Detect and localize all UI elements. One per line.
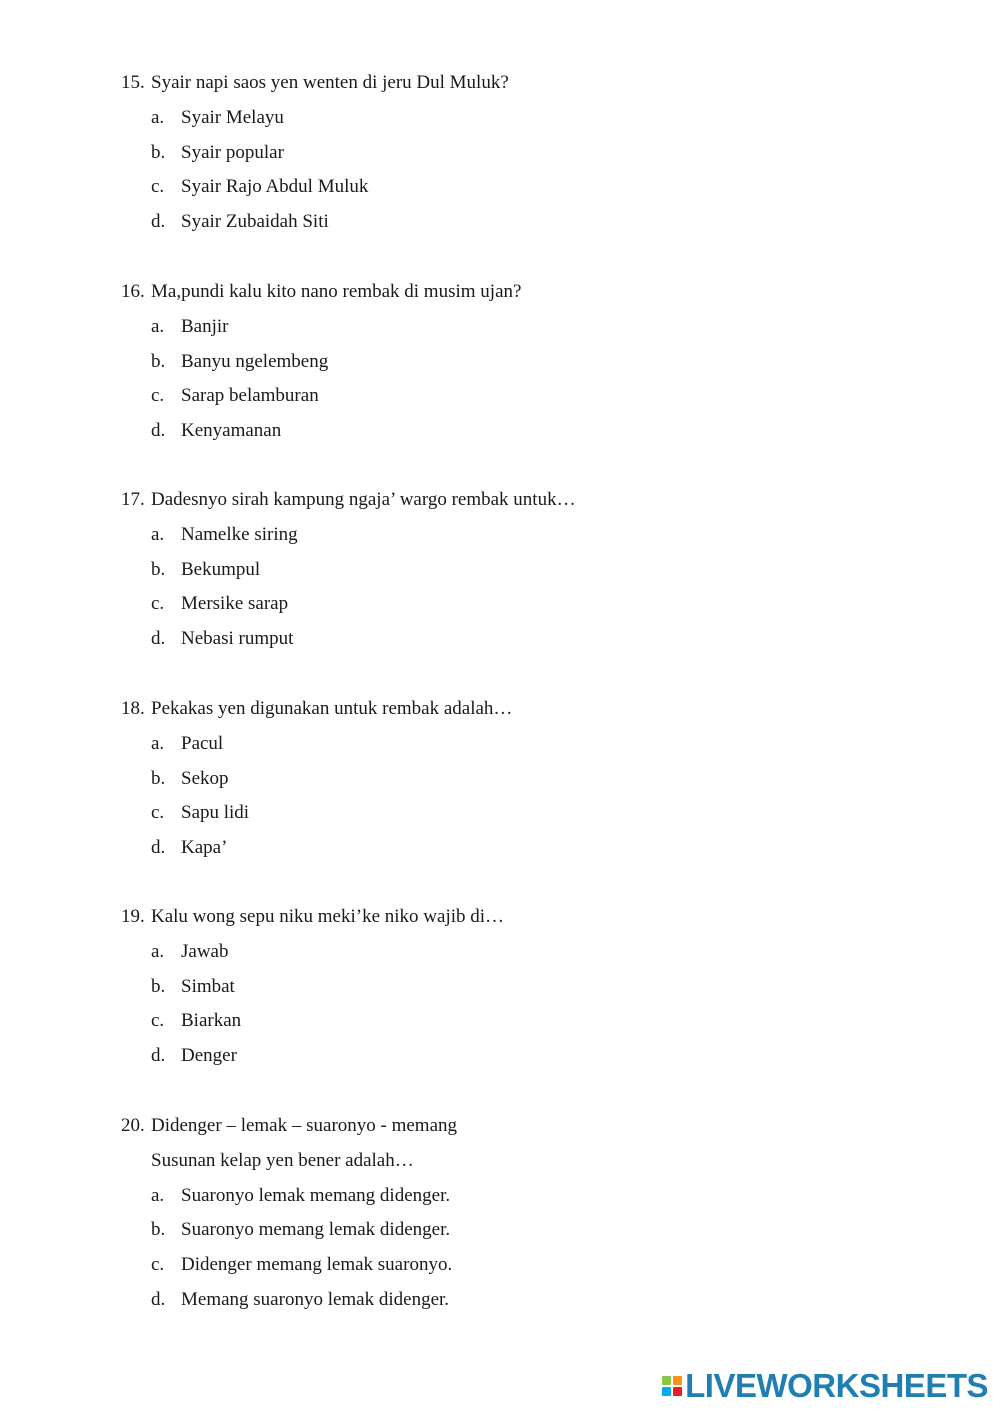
question-instruction: Susunan kelap yen bener adalah… bbox=[151, 1149, 414, 1171]
option-text: Memang suaronyo lemak didenger. bbox=[181, 1288, 450, 1310]
option-letter: b. bbox=[151, 1219, 166, 1241]
option-letter: a. bbox=[151, 523, 165, 545]
option-text: Syair popular bbox=[181, 141, 284, 163]
option-d[interactable] bbox=[121, 414, 921, 449]
option-text: Suaronyo memang lemak didenger. bbox=[181, 1219, 451, 1241]
option-letter: a. bbox=[151, 315, 165, 337]
question-number: 16. bbox=[121, 281, 145, 302]
option-b[interactable] bbox=[121, 553, 921, 588]
logo-tile-2 bbox=[673, 1376, 682, 1385]
option-letter: a. bbox=[151, 106, 165, 128]
option-c[interactable] bbox=[121, 1248, 921, 1283]
option-a[interactable] bbox=[121, 727, 921, 762]
question-prompt: Ma,pundi kalu kito nano rembak di musim ujan? bbox=[151, 281, 522, 302]
question-prompt: Didenger – lemak – suaronyo - memang bbox=[151, 1115, 458, 1136]
option-text: Banjir bbox=[181, 315, 229, 337]
option-a[interactable] bbox=[121, 935, 921, 970]
question-number: 17. bbox=[121, 489, 145, 510]
question-number: 15. bbox=[121, 72, 145, 93]
option-letter: b. bbox=[151, 350, 166, 372]
option-b[interactable] bbox=[121, 136, 921, 171]
logo-tile-1 bbox=[662, 1376, 671, 1385]
option-letter: d. bbox=[151, 1288, 166, 1310]
option-letter: d. bbox=[151, 628, 166, 650]
option-text: Syair Rajo Abdul Muluk bbox=[181, 176, 369, 198]
liveworksheets-logo-icon bbox=[662, 1376, 682, 1396]
option-b[interactable] bbox=[121, 1213, 921, 1248]
question-number: 19. bbox=[121, 906, 145, 927]
question-prompt: Syair napi saos yen wenten di jeru Dul Muluk? bbox=[151, 72, 509, 93]
option-text: Banyu ngelembeng bbox=[181, 350, 329, 372]
option-b[interactable] bbox=[121, 970, 921, 1005]
question-number: 20. bbox=[121, 1115, 145, 1136]
option-d[interactable] bbox=[121, 622, 921, 657]
option-letter: b. bbox=[151, 975, 166, 997]
option-letter: d. bbox=[151, 837, 166, 859]
option-c[interactable] bbox=[121, 1004, 921, 1039]
question-text bbox=[121, 66, 921, 101]
option-letter: b. bbox=[151, 767, 166, 789]
option-text: Pacul bbox=[181, 732, 224, 754]
option-text: Jawab bbox=[181, 940, 229, 962]
option-letter: c. bbox=[151, 593, 165, 615]
option-text: Sarap belamburan bbox=[181, 385, 319, 407]
option-text: Namelke siring bbox=[181, 523, 298, 545]
option-d[interactable] bbox=[121, 205, 921, 240]
logo-tile-4 bbox=[673, 1387, 682, 1396]
question-15 bbox=[121, 66, 921, 240]
option-letter: c. bbox=[151, 176, 165, 198]
option-b[interactable] bbox=[121, 345, 921, 380]
option-b[interactable] bbox=[121, 762, 921, 797]
option-letter: c. bbox=[151, 802, 165, 824]
option-letter: c. bbox=[151, 1254, 165, 1276]
option-c[interactable] bbox=[121, 170, 921, 205]
question-18 bbox=[121, 692, 921, 866]
option-letter: a. bbox=[151, 940, 165, 962]
option-text: Simbat bbox=[181, 975, 235, 997]
option-letter: d. bbox=[151, 1045, 166, 1067]
question-number: 18. bbox=[121, 698, 145, 719]
option-a[interactable] bbox=[121, 1179, 921, 1214]
question-20 bbox=[121, 1109, 921, 1318]
question-prompt: Dadesnyo sirah kampung ngaja’ wargo rembak untuk… bbox=[151, 489, 576, 510]
option-c[interactable] bbox=[121, 796, 921, 831]
option-text: Kapa’ bbox=[181, 837, 228, 859]
question-text bbox=[121, 275, 921, 310]
logo-text: LIVEWORKSHEETS bbox=[685, 1367, 988, 1404]
question-prompt: Pekakas yen digunakan untuk rembak adalah… bbox=[151, 698, 513, 719]
option-text: Kenyamanan bbox=[181, 420, 282, 442]
option-d[interactable] bbox=[121, 1283, 921, 1318]
option-a[interactable] bbox=[121, 310, 921, 345]
option-d[interactable] bbox=[121, 1039, 921, 1074]
option-a[interactable] bbox=[121, 518, 921, 553]
option-letter: c. bbox=[151, 1010, 165, 1032]
option-text: Syair Melayu bbox=[181, 106, 284, 128]
option-text: Biarkan bbox=[181, 1010, 242, 1032]
option-letter: d. bbox=[151, 211, 166, 233]
question-17 bbox=[121, 483, 921, 657]
option-letter: a. bbox=[151, 732, 165, 754]
option-c[interactable] bbox=[121, 379, 921, 414]
option-text: Sekop bbox=[181, 767, 229, 789]
option-text: Mersike sarap bbox=[181, 593, 289, 615]
option-text: Nebasi rumput bbox=[181, 628, 294, 650]
liveworksheets-logo bbox=[662, 1366, 988, 1406]
option-letter: c. bbox=[151, 385, 165, 407]
question-19 bbox=[121, 900, 921, 1074]
question-16 bbox=[121, 275, 921, 449]
option-text: Bekumpul bbox=[181, 558, 261, 580]
option-text: Didenger memang lemak suaronyo. bbox=[181, 1254, 453, 1276]
question-prompt: Kalu wong sepu niku meki’ke niko wajib di… bbox=[151, 906, 505, 927]
option-d[interactable] bbox=[121, 831, 921, 866]
option-letter: d. bbox=[151, 420, 166, 442]
option-letter: a. bbox=[151, 1184, 165, 1206]
question-text bbox=[121, 900, 921, 935]
option-c[interactable] bbox=[121, 587, 921, 622]
option-text: Syair Zubaidah Siti bbox=[181, 211, 329, 233]
question-text bbox=[121, 692, 921, 727]
option-text: Suaronyo lemak memang didenger. bbox=[181, 1184, 451, 1206]
logo-tile-3 bbox=[662, 1387, 671, 1396]
question-text bbox=[121, 1109, 921, 1144]
option-a[interactable] bbox=[121, 101, 921, 136]
question-text bbox=[121, 483, 921, 518]
option-letter: b. bbox=[151, 558, 166, 580]
option-text: Sapu lidi bbox=[181, 802, 250, 824]
option-text: Denger bbox=[181, 1045, 237, 1067]
option-letter: b. bbox=[151, 141, 166, 163]
